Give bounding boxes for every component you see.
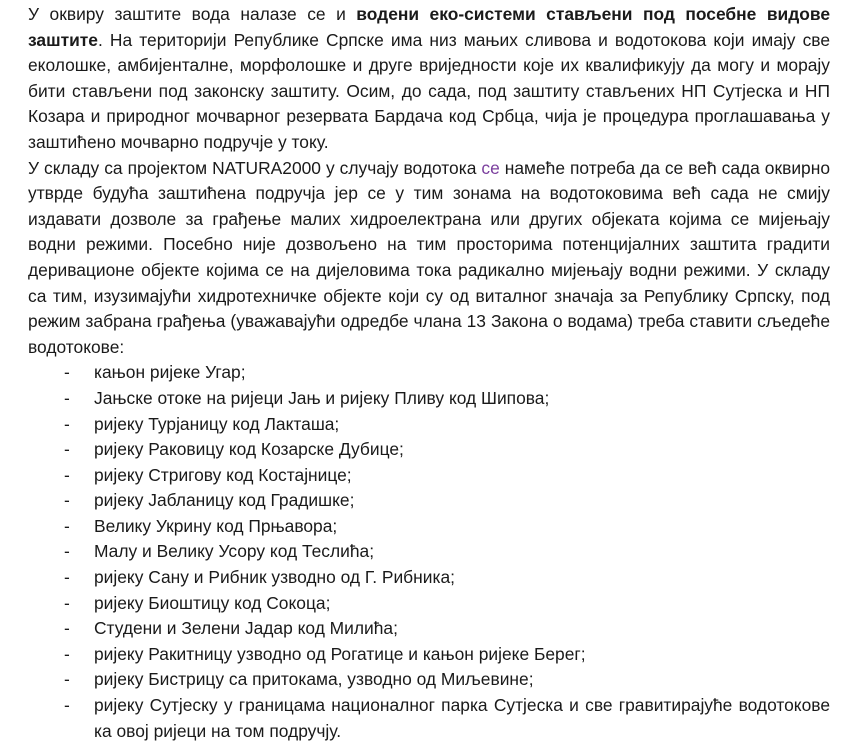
list-marker: -	[64, 413, 70, 434]
list-item-text: ријеку Сутјеску у границама националног парка Сутјеска и све гравитирајуће водотокове ка овој ријеци на том подручју.	[94, 695, 830, 741]
list-marker: -	[64, 464, 70, 485]
list-item-text: ријеку Јабланицу код Градишке;	[94, 490, 355, 511]
paragraph-natura2000	[28, 156, 830, 361]
list-marker: -	[64, 387, 70, 408]
list-item	[28, 386, 830, 412]
list-item	[28, 514, 830, 540]
list-marker: -	[64, 618, 70, 639]
list-item-text: ријеку Стригову код Костајнице;	[94, 464, 352, 485]
paragraph-1-bold-phrase: водени еко-системи стављени под посебне видове заштите	[28, 4, 830, 50]
list-item-text: ријеку Турјаницу код Лакташа;	[94, 413, 340, 434]
list-item	[28, 616, 830, 642]
paragraph-water-ecosystems	[28, 2, 830, 156]
list-marker: -	[64, 362, 70, 383]
paragraph-1-intro: У оквиру заштите вода налазе се и	[28, 4, 357, 24]
list-item-text: ријеку Ракитницу узводно од Рогатице и кањон ријеке Берег;	[94, 643, 586, 664]
list-item	[28, 642, 830, 668]
list-marker: -	[64, 567, 70, 588]
list-item	[28, 667, 830, 693]
paragraph-2-part-1: У складу са пројектом NATURA2000 у случају водотока	[28, 157, 482, 178]
list-marker: -	[64, 695, 70, 716]
watercourse-list	[28, 360, 830, 744]
list-marker: -	[64, 592, 70, 613]
document-page	[28, 2, 830, 744]
list-item	[28, 591, 830, 617]
list-item-text: кањон ријеке Угар;	[94, 362, 246, 383]
list-item-text: Јањске отоке на ријеци Јањ и ријеку Пливу код Шипова;	[94, 387, 550, 408]
list-marker: -	[64, 515, 70, 536]
list-item	[28, 360, 830, 386]
list-marker: -	[64, 439, 70, 460]
paragraph-2-part-2: намеће потреба да се већ сада оквирно утврде будућа заштићена подручја јер се у тим зонама на водотоковима већ сада не смију издавати дозволе за грађење малих хидроелектрана или других објеката којима се мијењају водни режими. Посебно није дозвољено на тим просторима потенцијалних заштита градити деривационе објекте којима се на дијеловима тока радикално мијењају водни режими. У складу са тим, изузимајући хидротехничке објекте који су од виталног значаја за Републику Српску, под режим забрана грађења (уважавајући одредбе члана 13 Закона о водама) треба ставити сљедеће водотокове:	[28, 157, 830, 357]
list-item	[28, 539, 830, 565]
list-item	[28, 693, 830, 744]
list-item-text: ријеку Сану и Рибник узводно од Г. Рибника;	[94, 567, 455, 588]
list-item-text: Велику Укрину код Прњавора;	[94, 515, 338, 536]
list-marker: -	[64, 643, 70, 664]
list-marker: -	[64, 541, 70, 562]
list-item-text: ријеку Биоштицу код Сокоца;	[94, 592, 331, 613]
list-item-text: Малу и Велику Усору код Теслића;	[94, 541, 375, 562]
list-item	[28, 437, 830, 463]
list-item	[28, 412, 830, 438]
list-marker: -	[64, 669, 70, 690]
list-item-text: ријеку Бистрицу са притокама, узводно од Миљевине;	[94, 669, 534, 690]
list-item	[28, 565, 830, 591]
paragraph-2-accent-word: се	[481, 157, 500, 178]
list-item	[28, 488, 830, 514]
list-item-text: ријеку Раковицу код Козарске Дубице;	[94, 439, 404, 460]
paragraph-1-rest: . На територији Републике Српске има низ мањих сливова и водотокова који имају све еколошке, амбијенталне, морфолошке и друге вриједности које их квалификују да могу и морају бити стављени под законску заштиту. Осим, до сада, под заштиту стављених НП Сутјеска и НП Козара и природног мочварног резервата Бардача код Србца, чија је процедура проглашавања у заштићено мочварно подручје у току.	[28, 29, 830, 152]
list-marker: -	[64, 490, 70, 511]
list-item	[28, 463, 830, 489]
list-item-text: Студени и Зелени Јадар код Милића;	[94, 618, 398, 639]
